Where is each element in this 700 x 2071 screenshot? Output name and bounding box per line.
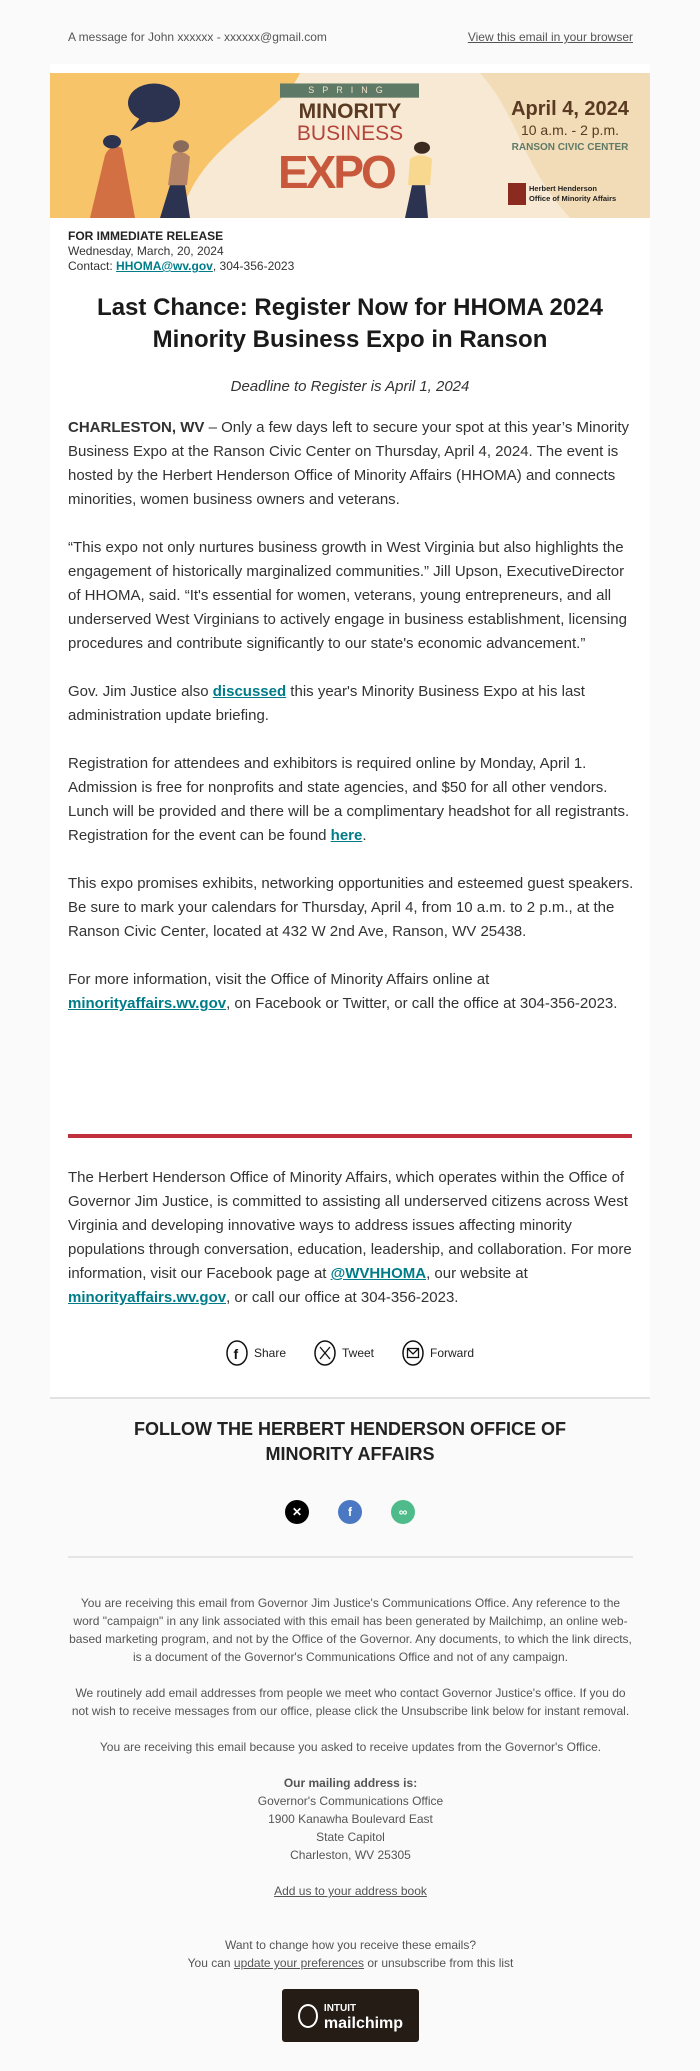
social-links: [0, 1500, 700, 1524]
view-in-browser-link[interactable]: View this email in your browser: [467, 30, 633, 44]
paragraph-6: For more information, visit the Office of Minority Affairs online at minorityaffairs.wv.gov, on Facebook or Twitter, or call the office at 304-356-2023.: [68, 971, 618, 1012]
about-paragraph: The Herbert Henderson Office of Minority Affairs, which operates within the Office of Governor Jim Justice, is committed to assisting all underserved citizens across West Virginia and developing innovative ways to address issues affecting minority populations through conversation, education, leadership, and collaboration. For more information, visit our Facebook page at @WVHHOMA, our website at minorityaffairs.wv.gov, or call our office at 304-356-2023.: [68, 1169, 632, 1306]
email-card: [50, 64, 650, 1398]
address-label: Our mailing address is:: [283, 1776, 418, 1790]
paragraph-4: Registration for attendees and exhibitors is required online by Monday, April 1. Admission is free for nonprofits and state agencies, and $50 for all other vendors. Lunch will be provided and there will be a complimentary headshot for all registrants. Registration for the event can be found here.: [68, 755, 630, 844]
here-link[interactable]: here: [330, 827, 363, 844]
website-link[interactable]: minorityaffairs.wv.gov: [68, 1289, 227, 1306]
subtitle: Deadline to Register is April 1, 2024: [230, 378, 470, 395]
preferences-link[interactable]: update your preferences: [233, 1956, 364, 1970]
divider: [68, 1134, 632, 1138]
preheader: [68, 29, 633, 45]
change-text: Want to change how you receive these emails?: [224, 1938, 477, 1952]
banner-season: SPRING: [308, 85, 391, 95]
mailchimp-badge[interactable]: INTUIT mailchimp: [282, 1989, 419, 2042]
release-label: FOR IMMEDIATE RELEASE: [68, 229, 224, 243]
address-line: State Capitol: [316, 1830, 385, 1844]
facebook-icon[interactable]: f: [338, 1500, 362, 1524]
footer-routine: We routinely add email addresses from people we meet who contact Governor Justice's office. If you do not wish to receive messages from our office, please click the Unsubscribe link below for instant removal.: [71, 1686, 630, 1718]
banner-venue: RANSON CIVIC CENTER: [511, 142, 629, 153]
paragraph-5: This expo promises exhibits, networking opportunities and esteemed guest speakers. Be sure to mark your calendars for Thursday, April 4, from 10 a.m. to 2 p.m., at the Ranson Civic Center, located at 432 W 2nd Ave, Ranson, WV 25438.: [68, 875, 634, 940]
address-line: Governor's Communications Office: [257, 1794, 444, 1808]
paragraph-3: Gov. Jim Justice also discussed this year's Minority Business Expo at his last administration update briefing.: [68, 683, 585, 724]
card-bottom-border: [50, 1397, 650, 1399]
paragraph-1: CHARLESTON, WV – Only a few days left to secure your spot at this year’s Minority Business Expo at the Ranson Civic Center on Thursday, April 4, 2024. The event is hosted by the Herbert Henderson Office of Minority Affairs (HHOMA) and connects minorities, women business owners and veterans.: [68, 419, 630, 508]
footer-disclaimer: You are receiving this email from Governor Jim Justice's Communications Office. Any reference to the word "campaign" in any link associated with this email has been generated by Mailchimp, an online web-based marketing program, and not by the Office of the Governor. Any documents, to which the link directs, is a document of the Governor's Communications Office and not of any campaign.: [69, 1596, 632, 1664]
paragraph-2: “This expo not only nurtures business growth in West Virginia but also highlights the engagement of historically marginalized communities.” Jill Upson, ExecutiveDirector of HHOMA, said. “It's essential for women, veterans, young entrepreneurs, and all underserved West Virginians to actively engage in business establishment, licensing procedures and contribute significantly to our state's economic advancement.”: [68, 539, 627, 652]
footer-divider: [68, 1556, 633, 1558]
tweet-button[interactable]: Tweet: [314, 1339, 374, 1367]
banner-logo-text: Herbert Henderson Office of Minority Affairs: [529, 184, 617, 203]
svg-text:f: f: [233, 1346, 239, 1362]
share-bar: [50, 1339, 650, 1367]
banner-line1: MINORITY: [298, 100, 402, 123]
contact-email-link[interactable]: HHOMA@wv.gov: [116, 259, 213, 273]
forward-button[interactable]: Forward: [402, 1339, 474, 1367]
address-book-link[interactable]: Add us to your address book: [274, 1884, 427, 1898]
release-date: Wednesday, March, 20, 2024: [68, 244, 224, 258]
hhoma-logo-icon: [508, 183, 526, 205]
discussed-link[interactable]: discussed: [212, 683, 287, 700]
facebook-handle-link[interactable]: @WVHHOMA: [330, 1265, 427, 1282]
minorityaffairs-link[interactable]: minorityaffairs.wv.gov: [68, 995, 227, 1012]
recipient-text: A message for John xxxxxx - xxxxxx@gmail.com: [68, 30, 327, 44]
follow-heading: FOLLOW THE HERBERT HENDERSON OFFICE OF MINORITY AFFAIRS: [134, 1419, 566, 1464]
banner-date: April 4, 2024: [511, 98, 629, 120]
facebook-icon: [226, 1340, 248, 1366]
address-line: Charleston, WV 25305: [290, 1848, 411, 1862]
mailchimp-logo-icon: [298, 2004, 318, 2028]
banner-line3: EXPO: [278, 146, 394, 198]
share-button[interactable]: f Share: [226, 1339, 286, 1367]
address-line: 1900 Kanawha Boulevard East: [268, 1812, 433, 1826]
article-body: [68, 416, 636, 1040]
banner-time: 10 a.m. - 2 p.m.: [520, 122, 620, 138]
mail-icon: [402, 1340, 424, 1366]
footer-text: You are receiving this email from Governor Jim Justice's Communications Office. Any reference to the word "campaign" in any link associated with this email has been generated by Mailchimp, an online web-based marketing program, and not by the Office of the Governor. Any documents, to which the link directs, is a document of the Governor's Communications Office and not of any campaign. We routinely add email addresses from people we meet who contact Governor Justice's office. If you do not wish to receive messages from our office, please click the Unsubscribe link below for instant removal. You are receiving this email because you asked to receive updates from the Governor's Office. Our mailing address is: Governor's Communications Office 1900 Kanawha Boulevard East State Capitol Charleston, WV 25305 Add us to your address book Want to change how you receive these emails? You can update your preferences or unsubscribe from this list INTUIT mailchimp: [68, 1594, 633, 2042]
x-icon[interactable]: ✕: [285, 1500, 309, 1524]
footer-reason: You are receiving this email because you asked to receive updates from the Governor's Office.: [99, 1740, 602, 1754]
release-info: FOR IMMEDIATE RELEASE Wednesday, March, 20, 2024 Contact: HHOMA@wv.gov, 304-356-2023: [68, 229, 295, 273]
x-icon: [314, 1340, 336, 1366]
expo-banner: [50, 73, 650, 218]
banner-line2: BUSINESS: [296, 122, 404, 145]
link-icon[interactable]: ∞: [391, 1500, 415, 1524]
page-title: Last Chance: Register Now for HHOMA 2024 Minority Business Expo in Ranson: [97, 294, 603, 353]
